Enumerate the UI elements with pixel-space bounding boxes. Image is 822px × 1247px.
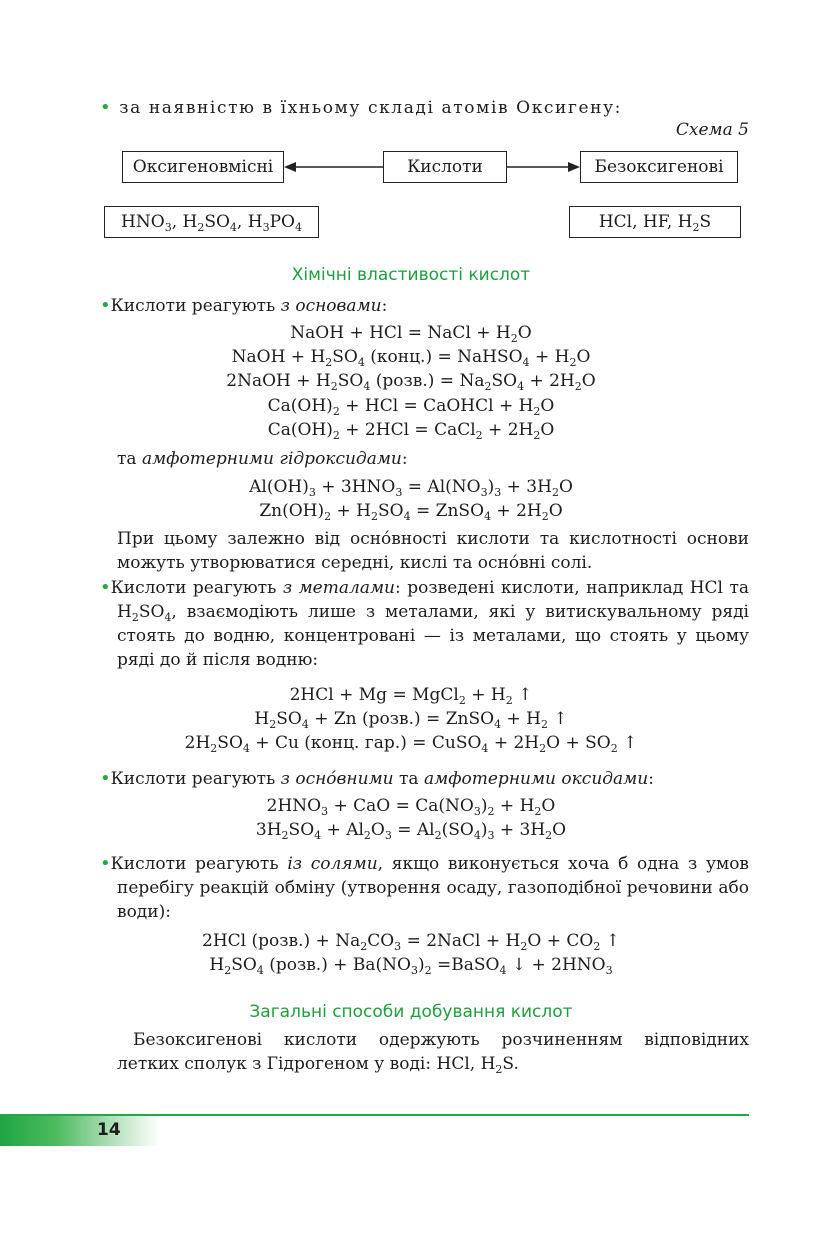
text: Кислоти реагують xyxy=(110,296,281,316)
equation: $H_2SO_4 + Zn$ (розв.) = ZnSO$_4$ + $H_2$ ↑ xyxy=(254,709,568,731)
heading-methods: Загальні способи добування кислот xyxy=(249,1002,573,1022)
text: , якщо виконується хоча б одна з умов перебігу реакцій обміну (утворення осаду, газоподібної речовини або води): xyxy=(117,854,749,922)
equation: $Ca(OH)_2$ + HCl = CaOHCl + $H_2O$ xyxy=(267,396,555,418)
scheme-center-box: Кислоти xyxy=(383,151,507,183)
scheme-right-examples: HCl, HF, $H_2S$ xyxy=(569,206,741,238)
text: Кислоти реагують xyxy=(110,854,288,874)
intro-text: за наявністю в їхньому складі атомів Оксигену: xyxy=(119,98,622,118)
equation: $Ca(OH)_2 + 2HCl$ = CaCl$_2$ + $2H_2O$ xyxy=(267,420,555,442)
bullet-marker: • xyxy=(100,768,111,789)
equation: $2HNO_3$ + CaO = $Ca(NO_3)_2 + H_2O$ xyxy=(266,796,556,818)
bullet-salts xyxy=(100,852,749,924)
bullet-marker: • xyxy=(100,853,111,874)
bullet-marker: • xyxy=(100,577,111,598)
bullet-marker: • xyxy=(100,295,111,316)
scheme-left-box: Оксигеновмісні xyxy=(122,151,284,183)
text: : xyxy=(401,449,408,469)
emphasis: з металами xyxy=(282,578,396,598)
final-paragraph: Безоксигенові кислоти одержують розчиненням відповідних летких сполук з Гідрогеном у воді: HCl, $H_2S$. xyxy=(117,1030,749,1076)
equation: $H_2SO_4$ (розв.) + $Ba(NO_3)_2$ =BaSO$_4$ ↓ + $2HNO_3$ xyxy=(209,955,613,977)
scheme-left-examples: $HNO_3$, $H_2SO_4$, $H_3PO_4$ xyxy=(104,206,319,238)
page-number-band xyxy=(0,1116,160,1146)
bullet-marker: • xyxy=(100,97,113,118)
emphasis: з основами xyxy=(280,296,382,316)
emphasis: із солями xyxy=(287,854,378,874)
equation: NaOH + HCl = NaCl + $H_2O$ xyxy=(290,323,532,345)
equation: 2NaOH + $H_2SO_4$ (розв.) = $Na_2SO_4 + 2H_2O$ xyxy=(226,371,596,393)
text: та xyxy=(117,449,142,469)
equation: NaOH + $H_2SO_4$ (конц.) = NaHSO$_4$ + $H_2O$ xyxy=(231,347,591,369)
text: : розведені кислоти, наприклад HCl та $H_2SO_4$, взаємодіють лише з металами, які у витискувальному ряді стоять до водню, концентровані — із металами, що стоять у цьому ряді до й після водню: xyxy=(117,578,749,670)
emphasis: амфотерними оксидами xyxy=(423,769,649,789)
page-number: 14 xyxy=(97,1120,121,1140)
text: та xyxy=(393,769,424,789)
equation: 2HCl (розв.) + $Na_2CO_3$ = 2NaCl + $H_2O + CO_2$ ↑ xyxy=(202,931,620,953)
amphoteric-line xyxy=(117,447,408,471)
text: : xyxy=(648,769,654,789)
text: : xyxy=(381,296,388,316)
text: Кислоти реагують xyxy=(110,769,281,789)
emphasis: з осно́вними xyxy=(280,769,394,789)
equation: 2HCl + Mg = MgCl$_2$ + $H_2$ ↑ xyxy=(289,685,533,707)
bullet-bases xyxy=(100,294,387,318)
equation: $2H_2SO_4 + Cu$ (конц. гар.) = CuSO$_4$ + $2H_2O + SO_2$ ↑ xyxy=(184,733,638,755)
heading-chemical-properties: Хімічні властивості кислот xyxy=(291,265,531,285)
bullet-oxides xyxy=(100,767,654,791)
equation: $Al(OH)_3 + 3HNO_3 = Al(NO_3)_3 + 3H_2O$ xyxy=(249,477,573,499)
scheme-right-box: Безоксигенові xyxy=(580,151,738,183)
text: Кислоти реагують xyxy=(110,578,283,598)
equation: $Zn(OH)_2 + H_2SO_4$ = ZnSO$_4$ + $2H_2O$ xyxy=(259,501,563,523)
emphasis: амфотерними гідроксидами xyxy=(141,449,402,469)
salts-note: При цьому залежно від осно́вності кислоти та кислотності основи можуть утворюватися середні, кислі та осно́вні солі. xyxy=(117,529,749,573)
equation: $3H_2SO_4 + Al_2O_3 = Al_2(SO_4)_3 + 3H_2O$ xyxy=(255,820,567,842)
bullet-metals xyxy=(100,576,749,672)
scheme-caption: Схема 5 xyxy=(675,120,749,140)
